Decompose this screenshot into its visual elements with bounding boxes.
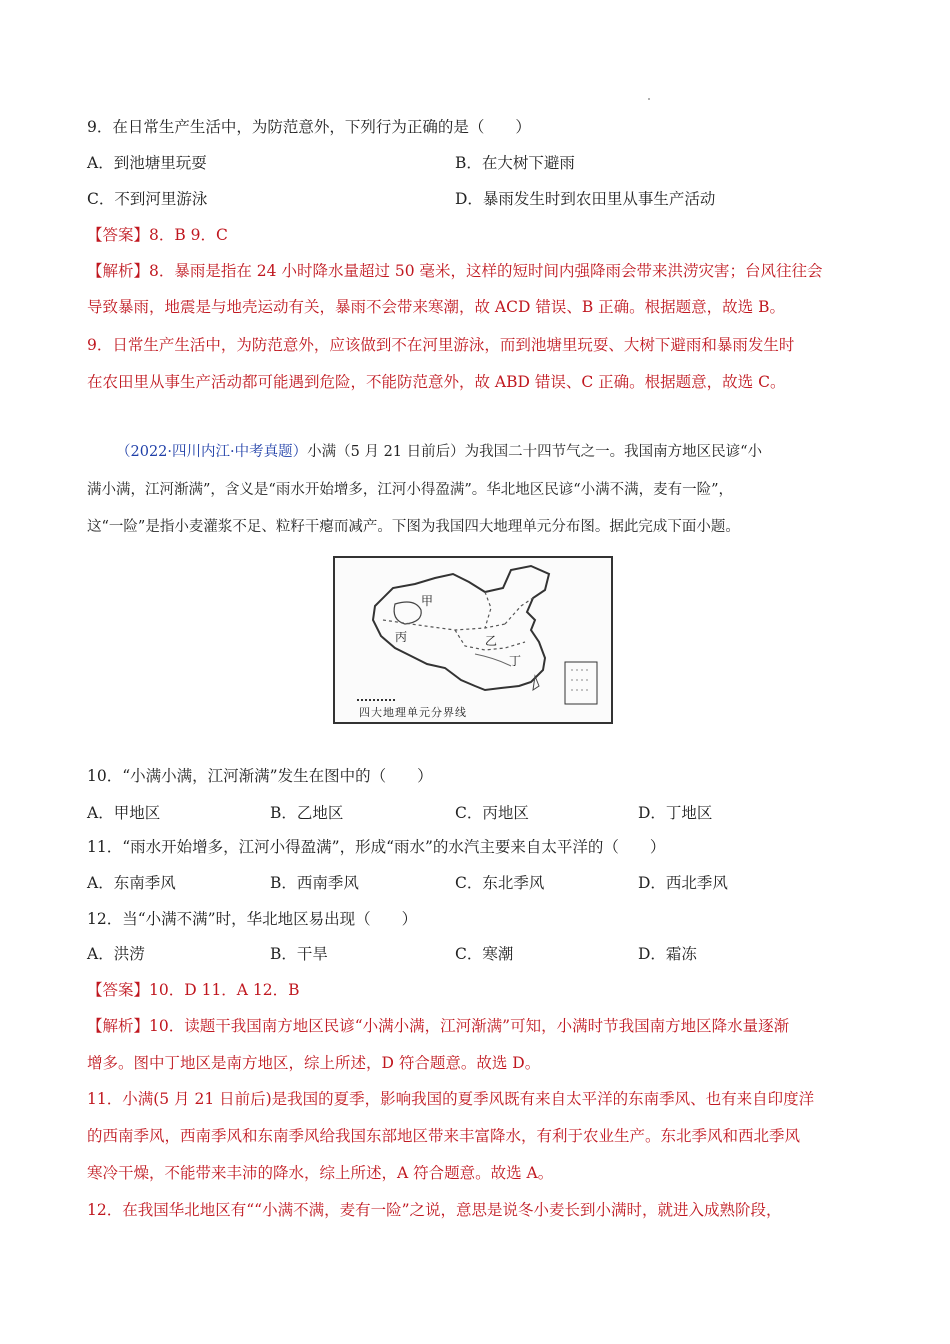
q11-option-d: D．西北季风: [638, 874, 728, 892]
q10-option-d: D．丁地区: [638, 804, 713, 822]
q12-option-c: C．寒潮: [455, 945, 514, 963]
map-legend: 四大地理单元分界线: [359, 706, 467, 719]
passage-line-1: 小满（5 月 21 日前后）为我国二十四节气之一。我国南方地区民谚“小: [307, 444, 763, 460]
passage-line-2: 满小满，江河渐满”，含义是“雨水开始增多，江河小得盈满”。华北地区民谚“小满不满，麦有一险”，: [87, 482, 734, 498]
q10-option-c: C．丙地区: [455, 804, 529, 822]
china-regions-map: [333, 556, 613, 724]
q9-option-c: C．不到河里游泳: [87, 190, 208, 208]
analysis-8-line-2: 导致暴雨，地震是与地壳运动有关，暴雨不会带来寒潮，故 ACD 错误、B 正确。根据题意，故选 B。: [87, 298, 785, 316]
q10-option-b: B．乙地区: [270, 804, 344, 822]
passage-source: （2022·四川内江·中考真题）: [116, 444, 308, 460]
q12-option-a: A．洪涝: [87, 945, 145, 963]
analysis-9-line-1: 9．日常生产生活中，为防范意外，应该做到不在河里游泳，而到池塘里玩耍、大树下避雨和暴雨发生时: [87, 336, 795, 354]
q11-option-b: B．西南季风: [270, 874, 359, 892]
map-label-bing: 丙: [395, 630, 408, 644]
analysis-10-line-2: 增多。图中丁地区是南方地区，综上所述，D 符合题意。故选 D。: [87, 1054, 541, 1072]
analysis-12-line-1: 12．在我国华北地区有““小满不满，麦有一险”之说，意思是说冬小麦长到小满时，就进入成熟阶段，: [87, 1201, 782, 1219]
answer-10-12: 【答案】10．D 11．A 12．B: [87, 981, 300, 999]
q9-option-d: D．暴雨发生时到农田里从事生产活动: [455, 190, 716, 208]
china-outline: [335, 558, 611, 722]
map-label-ding: 丁: [509, 654, 522, 668]
q11-option-c: C．东北季风: [455, 874, 545, 892]
q10-option-a: A．甲地区: [87, 804, 161, 822]
analysis-11-line-1: 11．小满(5 月 21 日前后)是我国的夏季，影响我国的夏季风既有来自太平洋的东南季风、也有来自印度洋: [87, 1090, 815, 1108]
analysis-11-line-2: 的西南季风，西南季风和东南季风给我国东部地区带来丰富降水，有利于农业生产。东北季风和西北季风: [87, 1127, 801, 1145]
q11-option-a: A．东南季风: [87, 874, 176, 892]
q9-option-a: A．到池塘里玩耍: [87, 154, 207, 172]
q10-stem: 10．“小满小满，江河渐满”发生在图中的（ ）: [87, 767, 433, 785]
q11-stem: 11．“雨水开始增多，江河小得盈满”，形成“雨水”的水汽主要来自太平洋的（ ）: [87, 838, 666, 856]
page-mark: [648, 98, 650, 100]
map-label-jia: 甲: [421, 594, 434, 608]
analysis-10-line-1: 【解析】10．读题干我国南方地区民谚“小满小满，江河渐满”可知，小满时节我国南方地区降水量逐渐: [87, 1017, 790, 1035]
q12-option-d: D．霜冻: [638, 945, 697, 963]
q12-stem: 12．当“小满不满”时，华北地区易出现（ ）: [87, 910, 418, 928]
answer-8-9: 【答案】8．B 9．C: [87, 226, 228, 244]
analysis-9-line-2: 在农田里从事生产活动都可能遇到危险，不能防范意外，故 ABD 错误、C 正确。根据题意，故选 C。: [87, 373, 786, 391]
analysis-11-line-3: 寒冷干燥，不能带来丰沛的降水，综上所述，A 符合题意。故选 A。: [87, 1164, 554, 1182]
map-label-yi: 乙: [485, 634, 498, 648]
q12-option-b: B．干旱: [270, 945, 328, 963]
analysis-8-line-1: 【解析】8．暴雨是指在 24 小时降水量超过 50 毫米，这样的短时间内强降雨会带来洪涝灾害；台风往往会: [87, 262, 823, 280]
passage-line-3: 这“一险”是指小麦灌浆不足、粒籽干瘪而减产。下图为我国四大地理单元分布图。据此完成下面小题。: [87, 519, 740, 535]
q9-stem: 9．在日常生产生活中，为防范意外，下列行为正确的是（ ）: [87, 118, 531, 136]
q9-option-b: B．在大树下避雨: [455, 154, 575, 172]
